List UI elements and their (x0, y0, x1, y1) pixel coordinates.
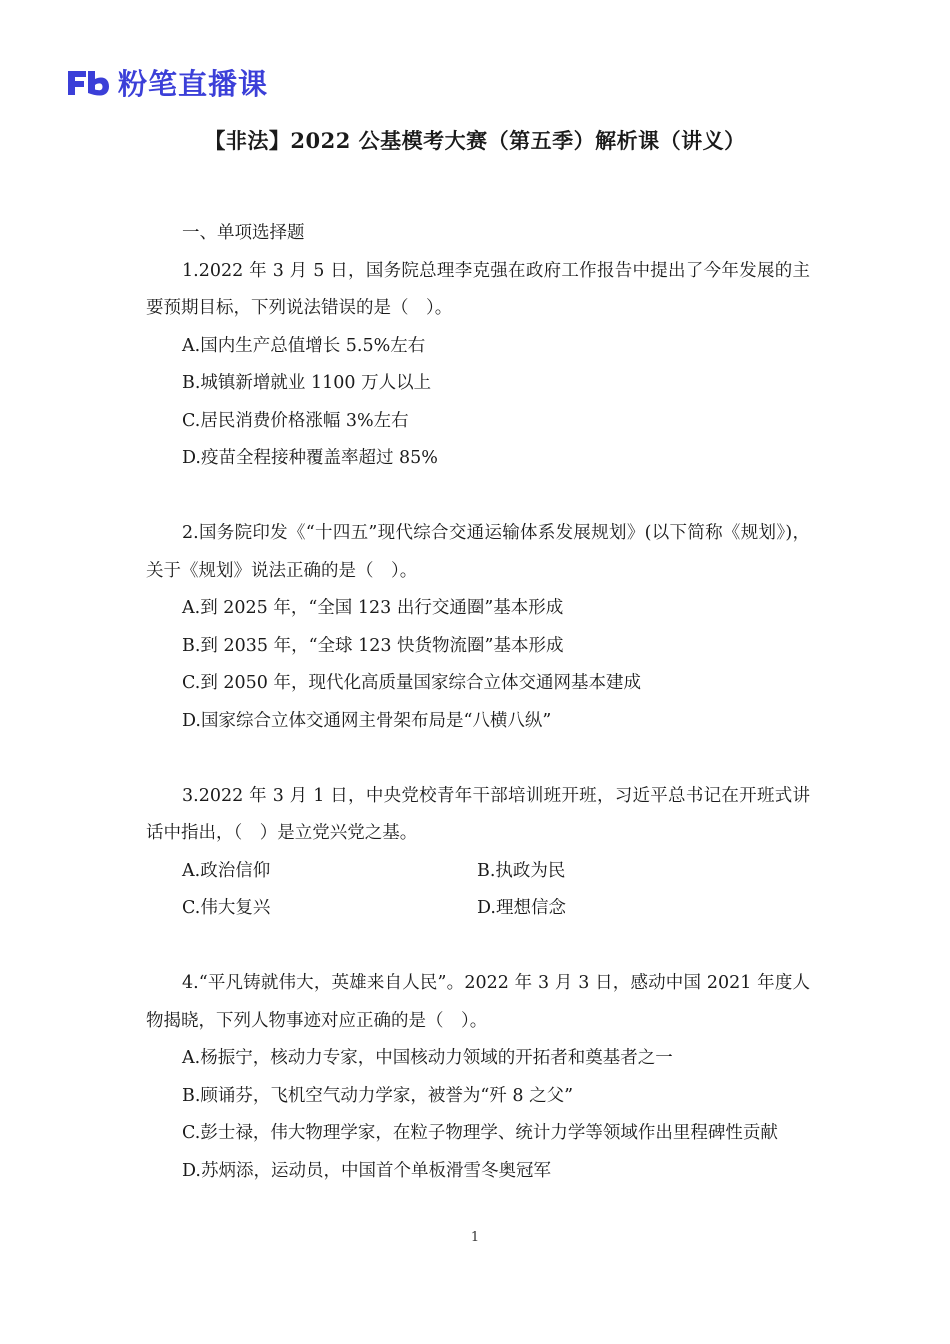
document-body (146, 215, 810, 1190)
question-3 (146, 778, 810, 928)
question-stem: 3.2022 年 3 月 1 日，中央党校青年干部培训班开班，习近平总书记在开班式讲话中指出，（ ）是立党兴党之基。 (146, 785, 810, 843)
option-b: B.城镇新增就业 1100 万人以上 (182, 373, 432, 393)
question-stem: 1.2022 年 3 月 5 日，国务院总理李克强在政府工作报告中提出了今年发展的主要预期目标，下列说法错误的是（ ）。 (146, 260, 810, 318)
page-number: 1 (470, 1230, 480, 1245)
question-stem: 4.“平凡铸就伟大，英雄来自人民”。2022 年 3 月 3 日，感动中国 2021 年度人物揭晓，下列人物事迹对应正确的是（ ）。 (146, 973, 810, 1031)
question-4 (146, 965, 810, 1190)
spacer (146, 928, 810, 966)
option-d: D.理想信念 (477, 898, 566, 918)
options-row (146, 853, 810, 891)
option-c: C.彭士禄，伟大物理学家，在粒子物理学、统计力学等领域作出里程碑性贡献 (182, 1123, 778, 1143)
option-c: C.到 2050 年，现代化高质量国家综合立体交通网基本建成 (182, 673, 641, 693)
logo-text: 粉笔直播课 (118, 67, 269, 101)
option-a: A.到 2025 年，“全国 123 出行交通圈”基本形成 (182, 598, 564, 618)
option-c: C.伟大复兴 (182, 898, 271, 918)
option-d: D.国家综合立体交通网主骨架布局是“八横八纵” (182, 710, 552, 731)
option-c: C.居民消费价格涨幅 3%左右 (182, 410, 409, 431)
section-heading: 一、单项选择题 (182, 223, 305, 243)
spacer (146, 740, 810, 778)
option-a: A.杨振宁，核动力专家，中国核动力领域的开拓者和奠基者之一 (182, 1048, 673, 1068)
spacer (146, 478, 810, 516)
document-title: 【非法】2022 公基模考大赛（第五季）解析课（讲义） (204, 128, 746, 153)
option-d: D.苏炳添，运动员，中国首个单板滑雪冬奥冠军 (182, 1160, 551, 1181)
option-d: D.疫苗全程接种覆盖率超过 85% (182, 448, 438, 468)
brand-logo (66, 62, 268, 103)
question-1 (146, 253, 810, 478)
fenbi-logo-icon (66, 68, 110, 98)
question-2 (146, 515, 810, 740)
option-a: A.政治信仰 (182, 860, 271, 881)
option-b: B.到 2035 年，“全球 123 快货物流圈”基本形成 (182, 635, 564, 656)
options-row (146, 890, 810, 928)
option-a: A.国内生产总值增长 5.5%左右 (182, 335, 426, 356)
option-b: B.执政为民 (477, 860, 566, 881)
question-stem: 2.国务院印发《“十四五”现代综合交通运输体系发展规划》(以下简称《规划》)，关于《规划》说法正确的是（ ）。 (146, 523, 810, 581)
option-b: B.顾诵芬，飞机空气动力学家，被誉为“歼 8 之父” (182, 1085, 574, 1106)
